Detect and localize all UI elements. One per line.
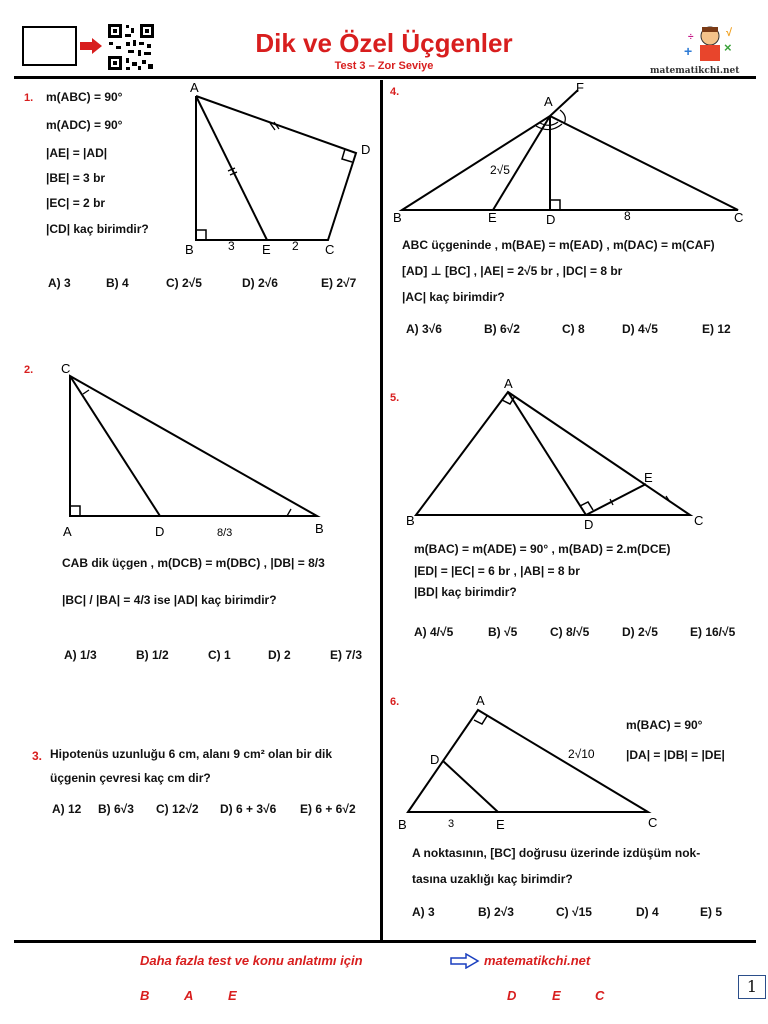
q1-number: 1. bbox=[24, 92, 34, 104]
q1-line: |AE| = |AD| bbox=[46, 146, 108, 160]
q6-figure bbox=[394, 690, 674, 835]
q1-option[interactable]: B) 4 bbox=[106, 276, 129, 290]
q5-line3: |BD| kaç birimdir? bbox=[414, 585, 517, 599]
answer-key-6: C bbox=[595, 988, 605, 1003]
q1-option[interactable]: E) 2√7 bbox=[321, 276, 357, 290]
q4-label-E: E bbox=[488, 210, 497, 225]
q1-option[interactable]: A) 3 bbox=[48, 276, 71, 290]
q2-number: 2. bbox=[24, 364, 34, 376]
q6-label-C: C bbox=[648, 815, 658, 830]
q1-label-B: B bbox=[185, 242, 194, 257]
q6-option[interactable]: A) 3 bbox=[412, 905, 435, 919]
q1-label-be: 3 bbox=[228, 239, 235, 253]
q2-option[interactable]: D) 2 bbox=[268, 648, 291, 662]
q2-option[interactable]: E) 7/3 bbox=[330, 648, 363, 662]
q5-label-B: B bbox=[406, 513, 415, 528]
q3-option[interactable]: A) 12 bbox=[52, 802, 82, 816]
q4-label-C: C bbox=[734, 210, 744, 225]
q2-option[interactable]: B) 1/2 bbox=[136, 648, 169, 662]
arrow-right-icon bbox=[450, 953, 480, 969]
q2-label-db: 8/3 bbox=[217, 527, 233, 539]
q5-option[interactable]: E) 16/√5 bbox=[690, 625, 736, 639]
q3-number: 3. bbox=[32, 749, 43, 763]
q4-label-B: B bbox=[393, 210, 402, 225]
q3-option[interactable]: B) 6√3 bbox=[98, 802, 134, 816]
q2-option[interactable]: A) 1/3 bbox=[64, 648, 97, 662]
q4-line1: ABC üçgeninde , m(BAE) = m(EAD) , m(DAC) = m(CAF) bbox=[402, 238, 715, 252]
q3-line1: Hipotenüs uzunluğu 6 cm, alanı 9 cm² olan bir dik bbox=[50, 747, 333, 761]
q1-line: m(ABC) = 90° bbox=[46, 90, 123, 104]
q6-line1: A noktasının, [BC] doğrusu üzerinde izdüşüm nok- bbox=[412, 846, 701, 860]
q6-line2: tasına uzaklığı kaç birimdir? bbox=[412, 872, 573, 886]
q4-option[interactable]: A) 3√6 bbox=[406, 322, 442, 336]
svg-text:+: + bbox=[684, 43, 693, 59]
q6-cond2: |DA| = |DB| = |DE| bbox=[626, 748, 725, 762]
q3-option[interactable]: D) 6 + 3√6 bbox=[220, 802, 277, 816]
mascot-logo-icon bbox=[680, 22, 740, 66]
q3-line2: üçgenin çevresi kaç cm dir? bbox=[50, 771, 211, 785]
brand-text: matematikchi.net bbox=[650, 66, 740, 76]
q6-cond1: m(BAC) = 90° bbox=[626, 718, 703, 732]
page-subtitle: Test 3 – Zor Seviye bbox=[334, 60, 434, 72]
answer-key-4: D bbox=[507, 988, 517, 1003]
q5-option[interactable]: D) 2√5 bbox=[622, 625, 658, 639]
q6-number: 6. bbox=[390, 696, 400, 708]
q2-label-C: C bbox=[61, 361, 71, 376]
q1-line: m(ADC) = 90° bbox=[46, 118, 123, 132]
q6-option[interactable]: C) √15 bbox=[556, 905, 592, 919]
q6-label-ac: 2√10 bbox=[568, 747, 595, 761]
page-number: 1 bbox=[738, 975, 766, 999]
q1-line: |CD| kaç birimdir? bbox=[46, 222, 149, 236]
q1-option[interactable]: C) 2√5 bbox=[166, 276, 202, 290]
q5-label-D: D bbox=[584, 517, 594, 532]
q1-label-A: A bbox=[190, 80, 199, 95]
q1-label-D: D bbox=[361, 142, 371, 157]
q2-label-A: A bbox=[63, 524, 72, 539]
q1-line: |BE| = 3 br bbox=[46, 171, 106, 185]
q6-option[interactable]: E) 5 bbox=[700, 905, 723, 919]
header-divider bbox=[14, 76, 756, 79]
q4-label-ae: 2√5 bbox=[490, 163, 510, 177]
q2-label-D: D bbox=[155, 524, 165, 539]
q1-option[interactable]: D) 2√6 bbox=[242, 276, 278, 290]
q5-figure bbox=[398, 372, 728, 532]
q5-line2: |ED| = |EC| = 6 br , |AB| = 8 br bbox=[414, 564, 580, 578]
q4-option[interactable]: B) 6√2 bbox=[484, 322, 520, 336]
svg-text:√: √ bbox=[726, 27, 733, 39]
q4-option[interactable]: E) 12 bbox=[702, 322, 731, 336]
footer-text: Daha fazla test ve konu anlatımı için bbox=[140, 953, 363, 968]
q6-label-be: 3 bbox=[448, 818, 455, 830]
q4-label-D: D bbox=[546, 212, 556, 227]
q4-line3: |AC| kaç birimdir? bbox=[402, 290, 505, 304]
svg-text:÷: ÷ bbox=[688, 32, 694, 43]
q2-figure bbox=[55, 358, 345, 543]
q1-line: |EC| = 2 br bbox=[46, 196, 106, 210]
q5-option[interactable]: C) 8/√5 bbox=[550, 625, 590, 639]
q3-option[interactable]: E) 6 + 6√2 bbox=[300, 802, 356, 816]
q4-label-dc: 8 bbox=[624, 209, 631, 223]
q5-line1: m(BAC) = m(ADE) = 90° , m(BAD) = 2.m(DCE) bbox=[414, 542, 671, 556]
q5-label-E: E bbox=[644, 470, 653, 485]
q2-line1: CAB dik üçgen , m(DCB) = m(DBC) , |DB| = 8/3 bbox=[62, 556, 325, 570]
q2-label-B: B bbox=[315, 521, 324, 536]
q4-option[interactable]: D) 4√5 bbox=[622, 322, 658, 336]
q4-line2: [AD] ⊥ [BC] , |AE| = 2√5 br , |DC| = 8 br bbox=[402, 264, 623, 278]
q1-label-C: C bbox=[325, 242, 335, 257]
answer-key-2: A bbox=[184, 988, 194, 1003]
q1-label-ec: 2 bbox=[292, 239, 299, 253]
q1-label-E: E bbox=[262, 242, 271, 257]
q4-figure bbox=[390, 80, 760, 230]
footer-divider bbox=[14, 940, 756, 943]
q6-label-B: B bbox=[398, 817, 407, 832]
q6-option[interactable]: D) 4 bbox=[636, 905, 659, 919]
q5-label-C: C bbox=[694, 513, 704, 528]
q4-label-A: A bbox=[544, 94, 553, 109]
q6-label-E: E bbox=[496, 817, 505, 832]
q6-label-A: A bbox=[476, 693, 485, 708]
q6-option[interactable]: B) 2√3 bbox=[478, 905, 514, 919]
q3-option[interactable]: C) 12√2 bbox=[156, 802, 199, 816]
svg-text:×: × bbox=[724, 40, 732, 55]
q5-option[interactable]: B) √5 bbox=[488, 625, 518, 639]
q1-figure bbox=[180, 78, 380, 258]
q2-option[interactable]: C) 1 bbox=[208, 648, 231, 662]
q4-number: 4. bbox=[390, 86, 400, 98]
q5-label-A: A bbox=[504, 376, 513, 391]
q4-label-F: F bbox=[576, 80, 584, 95]
column-divider bbox=[380, 80, 383, 940]
answer-key-3: E bbox=[228, 988, 237, 1003]
page-title: Dik ve Özel Üçgenler bbox=[255, 28, 513, 58]
q6-label-D: D bbox=[430, 752, 440, 767]
q5-option[interactable]: A) 4/√5 bbox=[414, 625, 454, 639]
answer-key-1: B bbox=[140, 988, 150, 1003]
footer-link[interactable]: matematikchi.net bbox=[484, 953, 591, 968]
q2-line2: |BC| / |BA| = 4/3 ise |AD| kaç birimdir? bbox=[62, 593, 277, 607]
q4-option[interactable]: C) 8 bbox=[562, 322, 585, 336]
q5-number: 5. bbox=[390, 392, 400, 404]
answer-key-5: E bbox=[552, 988, 561, 1003]
